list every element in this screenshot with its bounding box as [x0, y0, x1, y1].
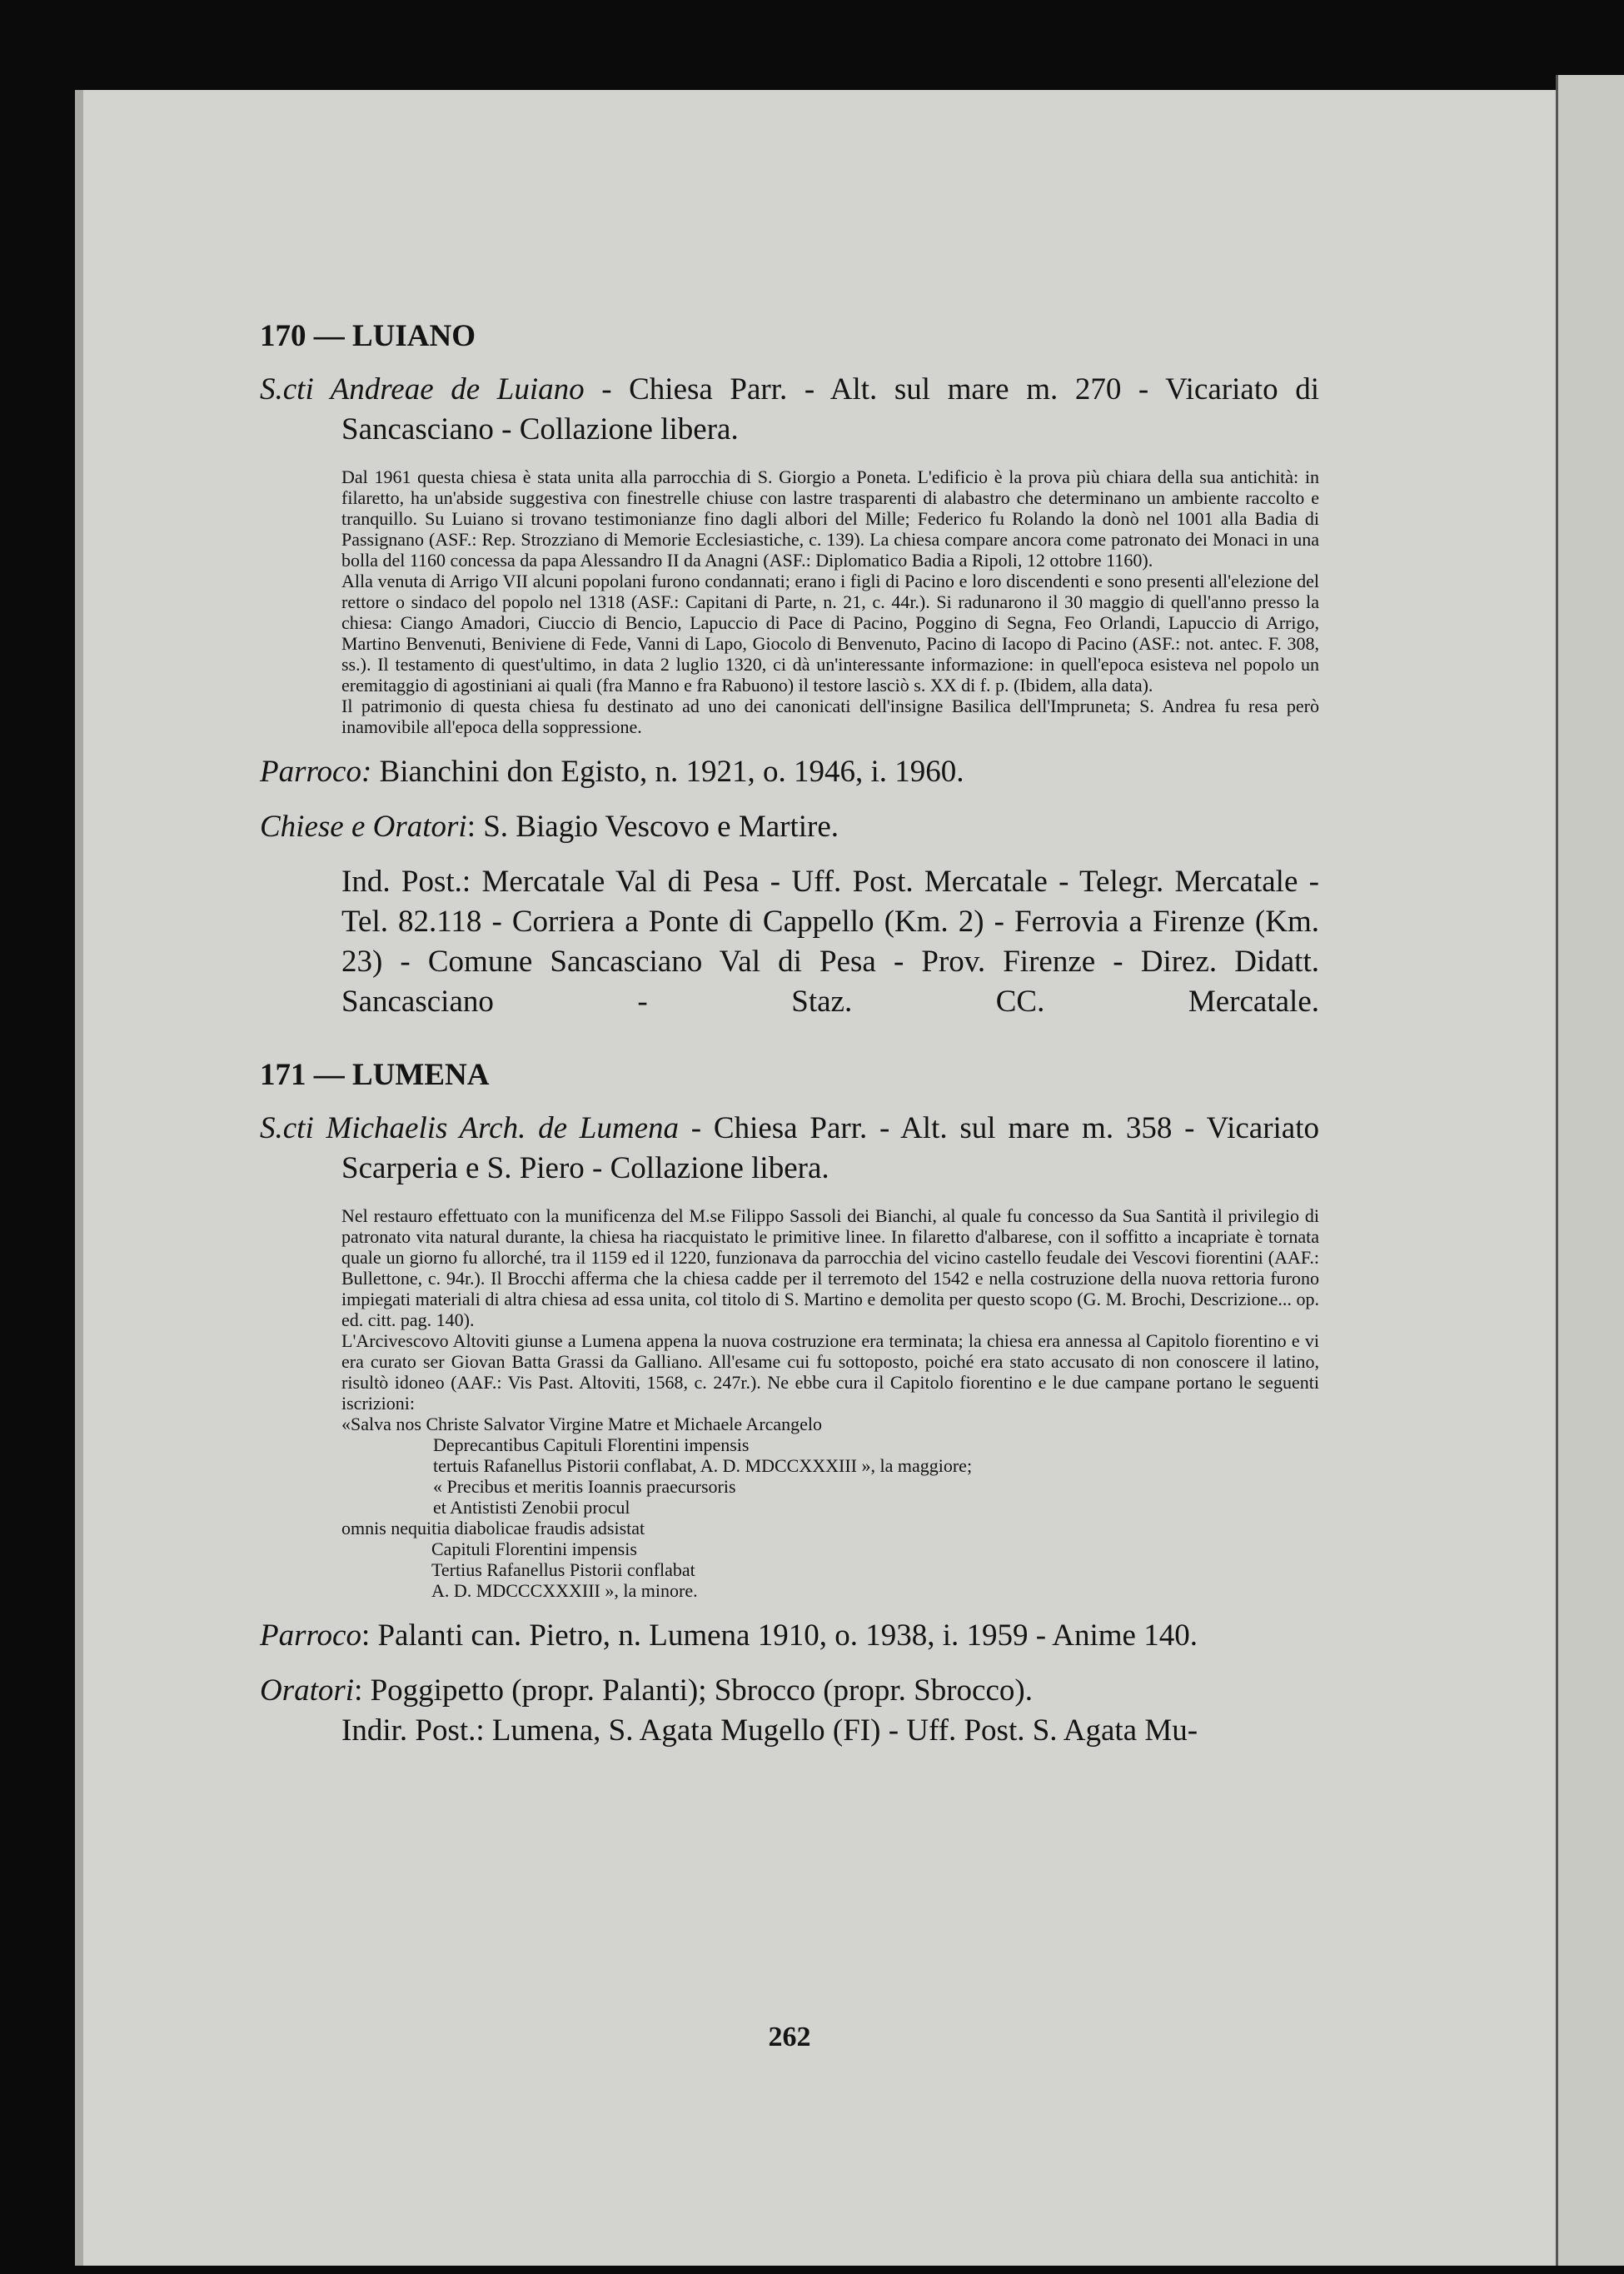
inscription-line: et Antististi Zenobii procul: [433, 1497, 630, 1518]
header-details: - Chiesa Parr. - Alt. sul mare m. 358 - Vicariato Scarperia e S. Piero - Collazione libera.: [341, 1111, 1319, 1185]
inscription-line: Deprecantibus Capituli Florentini impensis: [433, 1434, 750, 1455]
next-page-edge: [1556, 75, 1624, 2266]
chiese-entry-luiano: [260, 807, 1319, 847]
chiese-label: Chiese e Oratori: [260, 810, 467, 844]
parroco-text: Bianchini don Egisto, n. 1921, o. 1946, i. 1960.: [371, 755, 964, 789]
section-header-luiano: [260, 370, 1319, 450]
inscription-line: « Precibus et meritis Ioannis praecursoris: [433, 1476, 736, 1497]
oratori-label: Oratori: [260, 1673, 355, 1708]
parroco-entry-luiano: [260, 752, 1319, 792]
inscription-line: omnis nequitia diabolicae fraudis adsistat: [341, 1518, 645, 1538]
chiese-text: : S. Biagio Vescovo e Martire.: [466, 810, 839, 844]
parroco-label: Parroco:: [260, 755, 372, 789]
oratori-text: : Poggipetto (propr. Palanti); Sbrocco (propr. Sbrocco).: [354, 1673, 1033, 1708]
page-content: [260, 227, 1319, 2052]
latin-name: S.cti Andreae de Luiano: [260, 372, 585, 406]
historical-note-lumena: [341, 1205, 1319, 1601]
postal-info-lumena: Indir. Post.: Lumena, S. Agata Mugello (FI) - Uff. Post. S. Agata Mu-: [341, 1713, 1198, 1748]
page-number: 262: [768, 2022, 811, 2052]
note-paragraph: Nel restauro effettuato con la munificenza del M.se Filippo Sassoli dei Bianchi, al quale fu concesso da Sua Santità il privilegio di patronato vita natural durante, la chiesa ha riacquistato le primitive linee. In filaretto d'albarese, con il soffitto a incapriate è tornata quale un giorno fu allorché, tra il 1159 ed il 1220, funzionava da parrocchia del vicino castello feudale dei Vescovi fiorentini (AAF.: Bullettone, c. 94r.). Il Brocchi afferma che la chiesa cadde per il terremoto del 1542 e nella costruzione della nuova rettoria furono impiegati materiali di altra chiesa ad essa unita, col titolo di S. Martino e demolita per questo scopo (G. M. Brochi, Descrizione... op. ed. citt. pag. 140).: [341, 1205, 1319, 1330]
historical-note-luiano: [341, 466, 1319, 737]
oratori-entry-lumena: [260, 1671, 1319, 1711]
note-paragraph: L'Arcivescovo Altoviti giunse a Lumena appena la nuova costruzione era terminata; la chiesa era annessa al Capitolo fiorentino e vi era curato ser Giovan Batta Grassi da Galliano. All'esame cui fu sottoposto, poiché era stato accusato di non conoscere il latino, risultò idoneo (AAF.: Vis Past. Altoviti, 1568, c. 247r.). Ne ebbe cura il Capitolo fiorentino e le due campane portano le seguenti iscrizioni:: [341, 1330, 1319, 1414]
note-paragraph: Il patrimonio di questa chiesa fu destinato ad uno dei canonicati dell'insigne Basilica dell'Impruneta; S. Andrea fu resa però inamovibile all'epoca della soppressione.: [341, 696, 1319, 737]
parroco-entry-lumena: [260, 1616, 1319, 1656]
note-paragraph: Dal 1961 questa chiesa è stata unita alla parrocchia di S. Giorgio a Poneta. L'edificio è la prova più chiara della sua antichità: in filaretto, ha un'abside suggestiva con finestrelle chiuse con lastre trasparenti di alabastro che determinano un ambiente raccolto e tranquillo. Su Luiano si trovano testimonianze fino dagli albori del Mille; Federico fu Rolando la donò nel 1001 alla Badia di Passignano (ASF.: Rep. Strozziano di Memorie Ecclesiastiche, c. 139). La chiesa compare ancora come patronato dei Monaci in una bolla del 1160 concessa da papa Alessandro II da Anagni (ASF.: Diplomatico Badia a Ripoli, 12 ottobre 1160).: [341, 466, 1319, 571]
postal-info-luiano: Ind. Post.: Mercatale Val di Pesa - Uff. Post. Mercatale - Telegr. Mercatale - Tel. 82.118 - Corriera a Ponte di Cappello (Km. 2) - Ferrovia a Firenze (Km. 23) - Comune Sancasciano Val di Pesa - Prov. Firenze - Direz. Didatt. Sancasciano - Staz. CC. Mercatale.: [341, 865, 1319, 1019]
inscription-line: «Salva nos Christe Salvator Virgine Matre et Michaele Arcangelo: [341, 1414, 823, 1434]
header-details: - Chiesa Parr. - Alt. sul mare m. 270 - Vicariato di Sancasciano - Collazione libera.: [341, 372, 1319, 446]
parroco-text: : Palanti can. Pietro, n. Lumena 1910, o. 1938, i. 1959 - Anime 140.: [361, 1618, 1198, 1653]
inscription-line: A. D. MDCCCXXXIII », la minore.: [431, 1580, 698, 1601]
parroco-label: Parroco: [260, 1618, 361, 1653]
note-paragraph: Alla venuta di Arrigo VII alcuni popolani furono condannati; erano i figli di Pacino e loro discendenti e sono presenti all'elezione del rettore o sindaco del popolo nel 1318 (ASF.: Capitani di Parte, n. 21, c. 44r.). Si radunarono il 30 maggio di quell'anno presso la chiesa: Ciango Amadori, Ciuccio di Bencio, Lapuccio di Pace di Pacino, Poggino di Segna, Feo Orlandi, Lapuccio di Arrigo, Martino Benvenuti, Beniviene di Fede, Vanni di Lapo, Giocolo di Benvenuto, Pacino di Iacopo di Pacino (ASF.: not. antec. F. 308, ss.). Il testamento di quest'ultimo, in data 2 luglio 1320, ci dà un'interessante informazione: in quell'epoca esisteva nel popolo un eremitaggio di agostiniani ai quali (fra Manno e fra Rabuono) il testore lasciò s. XX di f. p. (Ibidem, alla data).: [341, 571, 1319, 696]
inscription-line: Capituli Florentini impensis: [431, 1538, 637, 1559]
section-title-lumena: 171 — LUMENA: [260, 1058, 490, 1092]
section-title-luiano: 170 — LUIANO: [260, 319, 476, 353]
section-header-lumena: [260, 1109, 1319, 1189]
inscription-line: tertuis Rafanellus Pistorii conflabat, A. D. MDCCXXXIII », la maggiore;: [433, 1455, 973, 1476]
latin-name: S.cti Michaelis Arch. de Lumena: [260, 1111, 680, 1145]
inscription-line: Tertius Rafanellus Pistorii conflabat: [431, 1559, 695, 1580]
